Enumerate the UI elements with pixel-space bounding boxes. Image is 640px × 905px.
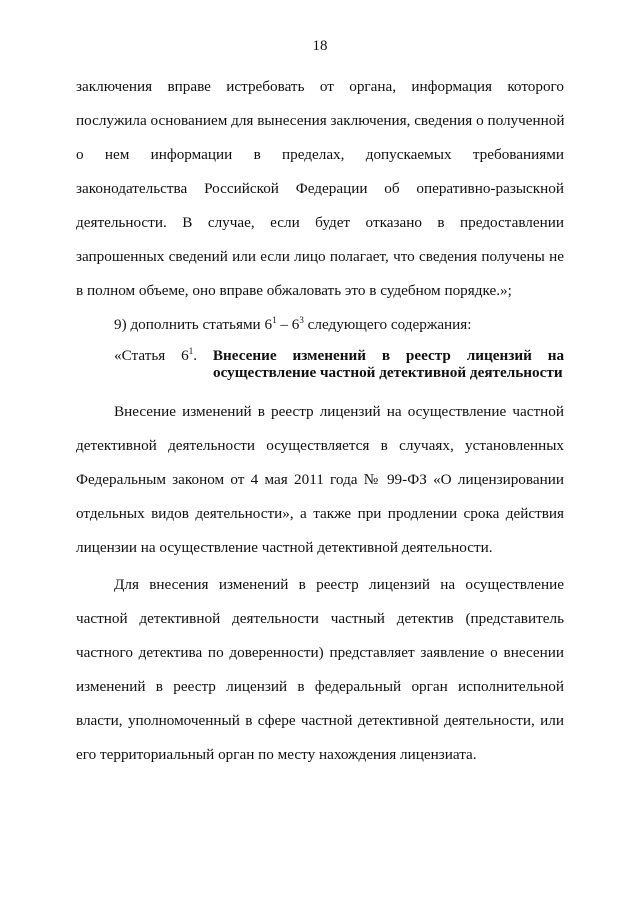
superscript: 3 [299,315,304,325]
text-line: детективной деятельности осуществляется в случаях, установленных [76,437,564,454]
text-line: отдельных видов деятельности», а также при продлении срока действия [76,505,564,522]
text-line: власти, уполномоченный в сфере частной детективной деятельности, или [76,712,564,729]
text-line: о нем информации в пределах, допускаемых требованиями [76,146,564,163]
text-line: Внесение изменений в реестр лицензий на осуществление частной [114,403,564,420]
text-line: законодательства Российской Федерации об оперативно-разыскной [76,180,564,197]
text-line: Для внесения изменений в реестр лицензий на осуществление [114,576,564,593]
text-line: Федеральным законом от 4 мая 2011 года № 99-ФЗ «О лицензировании [76,471,564,488]
continuation-paragraph [76,70,564,308]
superscript: 1 [188,346,194,356]
text-line: частного детектива по доверенности) представляет заявление о внесении [76,644,564,661]
text-line: его территориальный орган по месту нахождения лицензиата. [76,746,477,763]
paragraph-1 [76,395,564,565]
article-title-word: изменений [292,347,366,364]
text-line: частной детективной деятельности частный детектив (представитель [76,610,564,627]
article-title-word: на [547,347,565,364]
item-9-prefix: 9) дополнить статьями 6 [114,316,273,333]
article-number-base: 6 [181,347,189,364]
text-line: в полном объеме, оно вправе обжаловать это в судебном порядке.»; [76,282,512,299]
text-line [76,308,564,342]
item-9-dash: – 6 [276,316,300,333]
article-heading-line-1 [114,347,564,364]
article-label: «Статья [114,347,166,364]
article-title-word: Внесение [212,347,277,364]
text-line: лицензии на осуществление частной детективной деятельности. [76,539,493,556]
text-line: запрошенных сведений или если лицо полагает, что сведения получены не [76,248,564,265]
text-line: деятельности. В случае, если будет отказано в предоставлении [76,214,564,231]
article-title-word: реестр [405,347,451,364]
text-line: изменений в реестр лицензий в федеральный орган исполнительной [76,678,564,695]
article-number [181,347,197,364]
article-title-word: в [381,347,391,364]
paragraph-2 [76,568,564,772]
article-heading-line-2: осуществление частной детективной деятельности [213,364,563,381]
item-9-suffix: следующего содержания: [303,316,472,333]
page-number: 18 [312,38,328,54]
amendment-item-9 [76,308,564,342]
article-number-dot: . [193,347,198,364]
article-heading [114,347,564,381]
article-title-word: лицензий [466,347,532,364]
text-line: послужила основанием для вынесения заключения, сведения о полученной [76,112,565,129]
superscript: 1 [272,315,277,325]
text-line: заключения вправе истребовать от органа, информация которого [76,78,564,95]
